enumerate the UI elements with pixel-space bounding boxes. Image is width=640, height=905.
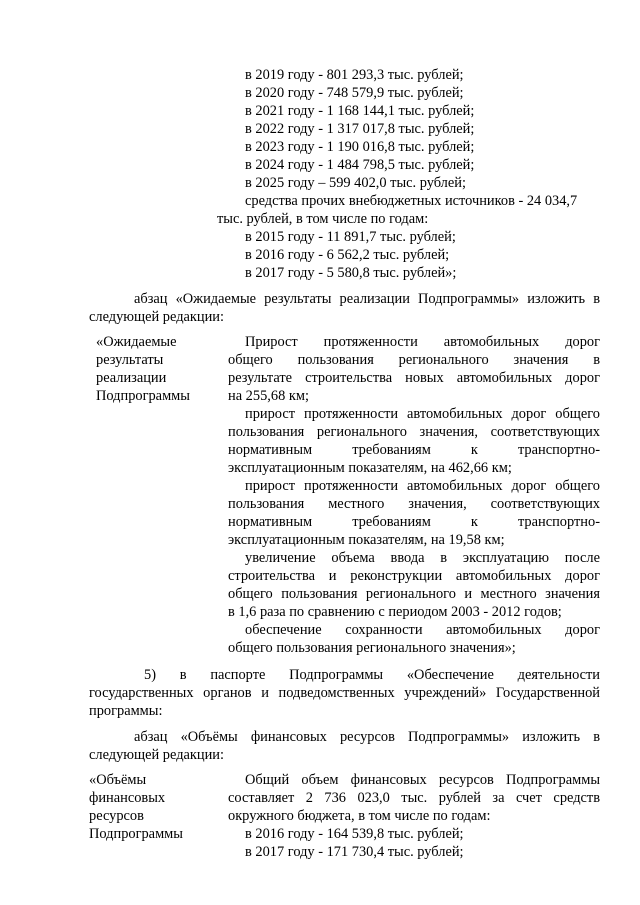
expected-text-3: результате строительства новых автомобильных дорог — [228, 370, 600, 386]
finance-label-4: Подпрограммы — [89, 826, 183, 842]
finance-label-2: финансовых — [89, 790, 166, 806]
expected-label-2: результаты — [96, 352, 164, 368]
funding-2020: в 2020 году - 748 579,9 тыс. рублей; — [245, 85, 464, 101]
expected-text-5: прирост протяженности автомобильных дорог общего — [245, 406, 600, 422]
expected-text-9: прирост протяженности автомобильных дорог общего — [245, 478, 600, 494]
expected-text-1: Прирост протяженности автомобильных дорог — [245, 334, 600, 350]
expected-text-14: строительства и реконструкции автомобильных дорог — [228, 568, 600, 584]
finance-text-3: окружного бюджета, в том числе по годам: — [228, 808, 491, 824]
expected-label-3: реализации — [96, 370, 167, 386]
funding-2019: в 2019 году - 801 293,3 тыс. рублей; — [245, 67, 464, 83]
funding-2023: в 2023 году - 1 190 016,8 тыс. рублей; — [245, 139, 475, 155]
other-sources-line1: средства прочих внебюджетных источников - 24 034,7 — [245, 193, 578, 209]
finance-text-5: в 2017 году - 171 730,4 тыс. рублей; — [245, 844, 464, 860]
expected-text-2: общего пользования регионального значения в — [228, 352, 600, 368]
para-finance-line1: абзац «Объёмы финансовых ресурсов Подпрограммы» изложить в — [134, 729, 600, 745]
finance-label-1: «Объёмы — [89, 772, 147, 788]
para-finance-line2: следующей редакции: — [89, 747, 224, 763]
funding-2021: в 2021 году - 1 168 144,1 тыс. рублей; — [245, 103, 475, 119]
item5-line3: программы: — [89, 703, 163, 719]
other-2015: в 2015 году - 11 891,7 тыс. рублей; — [245, 229, 456, 245]
expected-text-13: увеличение объема ввода в эксплуатацию после — [245, 550, 600, 566]
expected-label-4: Подпрограммы — [96, 388, 190, 404]
expected-text-7: нормативным требованиям к транспортно- — [228, 442, 600, 458]
expected-label-1: «Ожидаемые — [96, 334, 177, 350]
expected-text-11: нормативным требованиям к транспортно- — [228, 514, 600, 530]
expected-text-18: общего пользования регионального значения»; — [228, 640, 516, 656]
other-2017: в 2017 году - 5 580,8 тыс. рублей»; — [245, 265, 457, 281]
expected-text-6: пользования регионального значения, соответствующих — [228, 424, 600, 440]
expected-text-8: эксплуатационным показателям, на 462,66 км; — [228, 460, 512, 476]
finance-text-4: в 2016 году - 164 539,8 тыс. рублей; — [245, 826, 464, 842]
expected-text-10: пользования местного значения, соответствующих — [228, 496, 600, 512]
finance-text-2: составляет 2 736 023,0 тыс. рублей за счет средств — [228, 790, 600, 806]
para-expected-line1: абзац «Ожидаемые результаты реализации Подпрограммы» изложить в — [134, 291, 600, 307]
finance-text-1: Общий объем финансовых ресурсов Подпрограммы — [245, 772, 600, 788]
funding-2022: в 2022 году - 1 317 017,8 тыс. рублей; — [245, 121, 475, 137]
other-sources-line2: тыс. рублей, в том числе по годам: — [217, 211, 429, 227]
expected-text-17: обеспечение сохранности автомобильных дорог — [245, 622, 600, 638]
para-expected-line2: следующей редакции: — [89, 309, 224, 325]
funding-2024: в 2024 году - 1 484 798,5 тыс. рублей; — [245, 157, 475, 173]
item5-line1: 5) в паспорте Подпрограммы «Обеспечение деятельности — [144, 667, 600, 683]
expected-text-4: на 255,68 км; — [228, 388, 309, 404]
other-2016: в 2016 году - 6 562,2 тыс. рублей; — [245, 247, 450, 263]
finance-label-3: ресурсов — [89, 808, 144, 824]
item5-line2: государственных органов и подведомственных учреждений» Государственной — [89, 685, 600, 701]
expected-text-12: эксплуатационным показателям, на 19,58 км; — [228, 532, 505, 548]
expected-text-16: в 1,6 раза по сравнению с периодом 2003 - 2012 годов; — [228, 604, 562, 620]
funding-2025: в 2025 году – 599 402,0 тыс. рублей; — [245, 175, 466, 191]
expected-text-15: общего пользования регионального и местного значения — [228, 586, 600, 602]
